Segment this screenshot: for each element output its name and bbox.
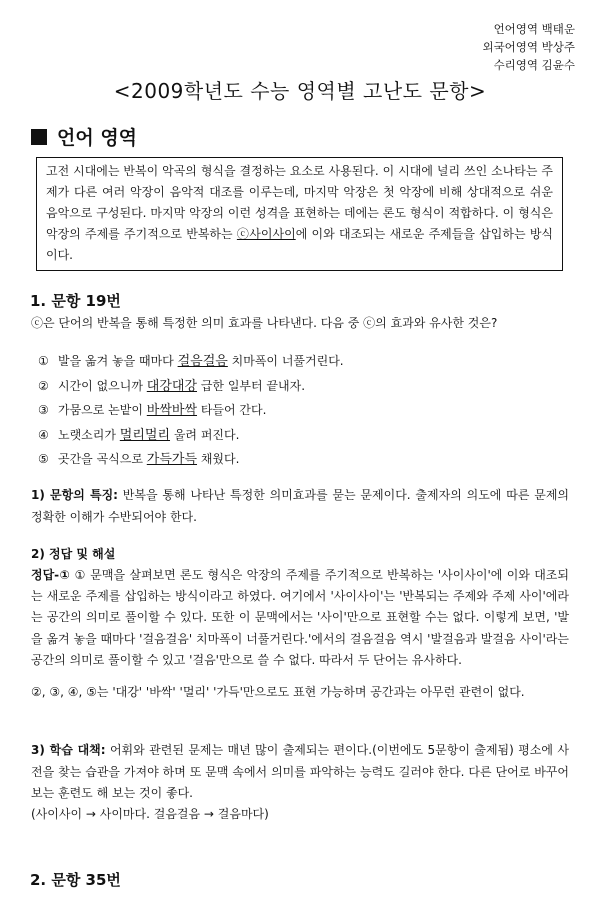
option-5 (38, 447, 344, 472)
passage-underlined-term: ⓒ사이사이 (236, 227, 296, 241)
document-title: <2009학년도 수능 영역별 고난도 문항> (113, 79, 487, 103)
option-text: 급한 일부터 끝내자. (197, 378, 306, 393)
author-korean: 언어영역 백태운 (493, 22, 575, 36)
question-2-heading: 2. 문항 35번 (30, 871, 121, 889)
option-word: 대강대강 (146, 378, 198, 394)
option-4 (38, 423, 344, 448)
option-text: 가뭄으로 논밭이 (58, 403, 147, 417)
option-word: 멀리멀리 (119, 427, 171, 443)
question-feature-paragraph (31, 485, 569, 528)
study-strategy-example: (사이사이 → 사이마다. 걸음걸음 → 걸음마다) (31, 807, 269, 821)
study-strategy-label: 3) 학습 대책: (31, 743, 106, 757)
reading-passage (36, 157, 563, 271)
option-number: ① (38, 354, 49, 368)
option-3 (38, 398, 344, 423)
passage-text-before: 고전 시대에는 반복이 악곡의 형식을 결정하는 요소로 사용된다. 이 시대에 널리 쓰인 소나타는 주제가 다른 여러 악장이 음악적 대조를 이루는데, 마지막 악장은 첫 악장에 비해 상대적으로 쉬운 음악으로 구성된다. 마지막 악장의 이런 성격을 표현하는 데에는 론도 형식이 적합하다. 이 형식은 악장의 주제를 주기적으로 반복하는 (46, 164, 553, 241)
answer-explanation-other: ②, ③, ④, ⑤는 '대강' '바싹' '멀리' '가득'만으로도 표현 가능하며 공간과는 아무런 관련이 없다. (31, 685, 525, 699)
option-number: ③ (38, 403, 49, 417)
question-1-prompt: ⓒ은 단어의 반복을 통해 특정한 의미 효과를 나타낸다. 다음 중 ⓒ의 효과와 유사한 것은? (31, 316, 498, 330)
answer-heading-text: 2) 정답 및 해설 (31, 547, 116, 561)
option-word: 걸음걸음 (177, 354, 228, 369)
option-text: 타들어 간다. (197, 403, 267, 417)
option-text: 치마폭이 너풀거린다. (227, 354, 344, 368)
answer-options (38, 349, 344, 472)
author-english: 외국어영역 박상주 (482, 40, 575, 54)
option-word: 가득가득 (146, 452, 198, 467)
option-text: 곳간을 곡식으로 (58, 452, 147, 466)
section-heading (31, 123, 137, 150)
option-word: 바싹바싹 (146, 403, 198, 418)
passage-text-after: 에 이와 대조되는 새로운 주제들을 삽입하는 방식이다. (46, 227, 554, 262)
author-math: 수리영역 김윤수 (493, 58, 575, 72)
option-number: ② (38, 378, 49, 393)
option-text: 발을 옮겨 놓을 때마다 (58, 354, 178, 368)
question-feature-text: 반복을 통해 나타난 특정한 의미효과를 묻는 문제이다. 출제자의 의도에 따른 문제의 정확한 이해가 수반되어야 한다. (31, 488, 570, 524)
option-text: 채웠다. (197, 452, 240, 466)
option-number: ⑤ (38, 452, 49, 466)
study-strategy-paragraph (31, 740, 569, 805)
answer-explanation-text: ① 문맥을 살펴보면 론도 형식은 악장의 주제를 주기적으로 반복하는 '사이사이'에 이와 대조되는 새로운 주제를 삽입하는 방식이라고 하였다. 여기에서 '사이사이'는 '반복되는 주제와 주제 사이'에라는 공간의 의미로 풀이할 수 있다. 또한 이 문맥에서는 '사이'만으로 표현할 수는 없다. 이렇게 보면, '발을 옮겨 놓을 때마다 '걸음걸음' 치마폭이 너풀거린다.'에서의 걸음걸음 역시 '발걸음과 발걸음 사이'라는 공간의 의미로 풀이할 수 있고 '걸음'만으로 쓸 수 없다. 따라서 두 단어는 유사하다. (31, 568, 569, 667)
option-text: 시간이 없으니까 (58, 378, 147, 393)
option-text: 노랫소리가 (58, 427, 120, 442)
question-1-heading: 1. 문항 19번 (30, 292, 121, 310)
section-heading-text: 언어 영역 (57, 127, 138, 149)
option-2 (38, 374, 344, 399)
option-text: 울려 퍼진다. (170, 427, 240, 442)
answer-heading (31, 544, 569, 566)
option-1 (38, 349, 344, 374)
square-bullet-icon (31, 129, 47, 145)
question-feature-label: 1) 문항의 특징: (31, 488, 118, 502)
author-list (482, 20, 575, 74)
answer-explanation (31, 565, 569, 671)
answer-label: 정답-① (31, 568, 71, 582)
study-strategy-text: 어휘와 관련된 문제는 매년 많이 출제되는 편이다.(이번에도 5문항이 출제됨) 평소에 사전을 찾는 습관을 가져야 하며 또 문맥 속에서 의미를 파악하는 능력도 길러야 한다. 다른 단어로 바꾸어보는 훈련도 해 보는 것이 좋다. (31, 743, 569, 800)
option-number: ④ (38, 427, 49, 442)
